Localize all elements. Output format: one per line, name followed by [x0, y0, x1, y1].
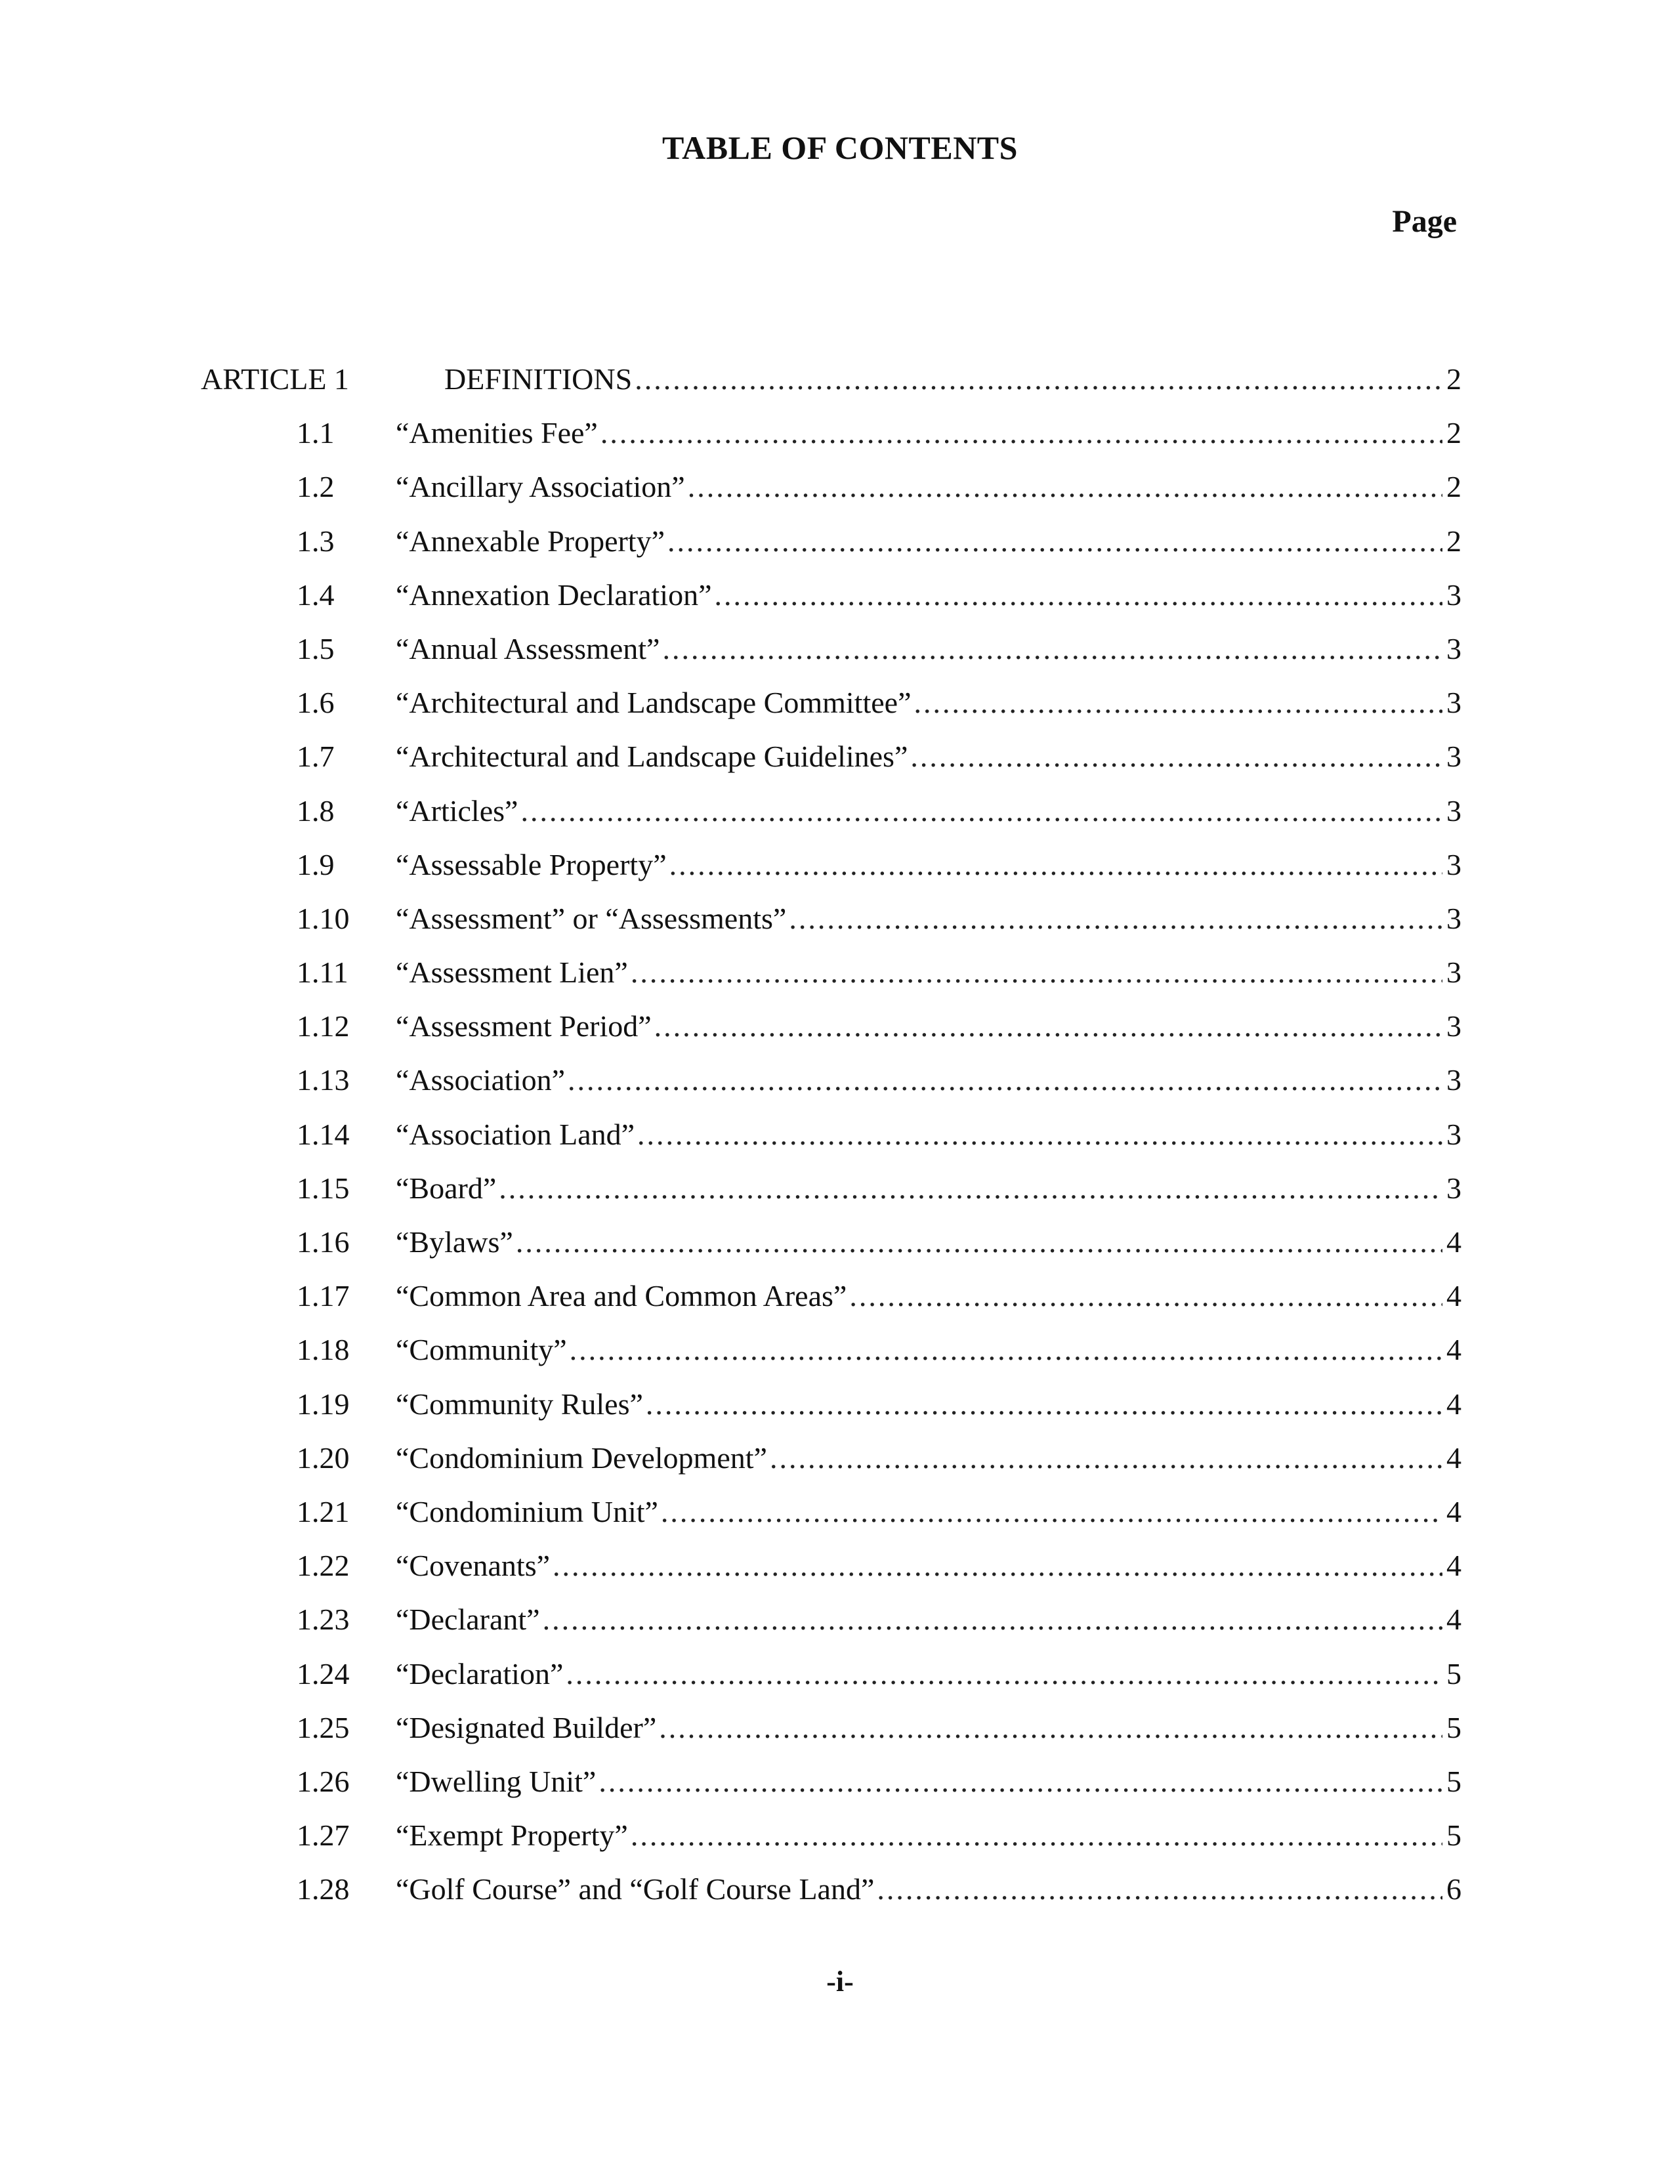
toc-entry-page: 4: [1446, 1603, 1461, 1637]
toc-entry-page: 3: [1446, 1009, 1461, 1043]
toc-section-row: [0, 1489, 1680, 1543]
dot-leader: [646, 1381, 1442, 1427]
toc-entry-line: [396, 1489, 1461, 1535]
toc-entry-page: 3: [1446, 1117, 1461, 1151]
toc-entry-line: [396, 680, 1461, 726]
toc-section-row: [0, 1597, 1680, 1650]
toc-entry-page: 4: [1446, 1387, 1461, 1421]
dot-leader: [600, 410, 1442, 456]
toc-entry-title: “Community Rules”: [396, 1387, 643, 1421]
toc-article-row: [0, 356, 1680, 410]
toc-entry-page: 3: [1446, 1063, 1461, 1097]
toc-entry-title: “Association Land”: [396, 1117, 635, 1151]
toc-entry-number: 1.19: [297, 1387, 350, 1421]
toc-section-row: [0, 1057, 1680, 1111]
toc-section-row: [0, 1759, 1680, 1813]
toc-entry-number: 1.15: [297, 1171, 350, 1205]
toc-entry-number: 1.24: [297, 1656, 350, 1690]
toc-entry-number: 1.21: [297, 1494, 350, 1528]
toc-entry-page: 2: [1446, 416, 1461, 450]
toc-entry-line: [396, 572, 1461, 618]
toc-entry-line: [396, 518, 1461, 564]
toc-entry-number: 1.22: [297, 1549, 350, 1583]
toc-entry-number: 1.10: [297, 901, 350, 935]
toc-entry-line: [396, 1112, 1461, 1158]
toc-entry-title: “Amenities Fee”: [396, 416, 598, 450]
toc-entry-line: [396, 1597, 1461, 1643]
toc-entry-page: 5: [1446, 1710, 1461, 1744]
toc-entry-number: 1.27: [297, 1818, 350, 1853]
page-column-label: Page: [1392, 204, 1457, 239]
toc-entry-number: 1.7: [297, 740, 335, 774]
toc-entry-page: 4: [1446, 1494, 1461, 1528]
toc-entry-title: “Bylaws”: [396, 1225, 513, 1259]
toc-entry-page: 3: [1446, 631, 1461, 665]
toc-entry-title: “Articles”: [396, 793, 518, 828]
toc-entry-line: [396, 1705, 1461, 1751]
toc-entry-page: 2: [1446, 470, 1461, 504]
toc-entry-number: 1.23: [297, 1603, 350, 1637]
toc-entry-line: [396, 1866, 1461, 1912]
toc-entry-title: “Annexable Property”: [396, 524, 665, 558]
toc-entry-line: [396, 1543, 1461, 1589]
toc-entry-number: 1.14: [297, 1117, 350, 1151]
toc-entry-number: 1.26: [297, 1764, 350, 1798]
dot-leader: [637, 1112, 1442, 1158]
toc-heading: TABLE OF CONTENTS: [662, 129, 1018, 166]
toc-section-row: [0, 410, 1680, 464]
toc-entry-title: “Declaration”: [396, 1656, 564, 1690]
toc-entry-page: 3: [1446, 1171, 1461, 1205]
toc-entry-line: [396, 1003, 1461, 1049]
dot-leader: [659, 1705, 1442, 1751]
toc-entry-page: 5: [1446, 1656, 1461, 1690]
toc-entry-page: 5: [1446, 1764, 1461, 1798]
toc-entry-line: [396, 842, 1461, 888]
toc-section-row: [0, 680, 1680, 734]
toc-section-row: [0, 1273, 1680, 1327]
toc-entry-number: ARTICLE 1: [201, 362, 349, 396]
toc-entry-number: 1.2: [297, 470, 335, 504]
toc-entry-title: “Architectural and Landscape Committee”: [396, 686, 912, 720]
toc-entry-number: 1.20: [297, 1440, 350, 1475]
toc-entry-page: 4: [1446, 1333, 1461, 1367]
toc-section-row: [0, 842, 1680, 896]
toc-entry-number: 1.9: [297, 847, 335, 881]
toc-entry-line: [396, 1219, 1461, 1265]
toc-entry-line: [396, 1273, 1461, 1319]
dot-leader: [499, 1166, 1442, 1211]
toc-section-row: [0, 626, 1680, 680]
toc-entry-page: 3: [1446, 956, 1461, 990]
toc-entry-title: “Assessment” or “Assessments”: [396, 901, 787, 935]
dot-leader: [910, 734, 1442, 780]
dot-leader: [631, 1813, 1442, 1858]
toc-section-row: [0, 788, 1680, 842]
toc-section-row: [0, 1219, 1680, 1273]
toc-entry-title: “Association”: [396, 1063, 566, 1097]
dot-leader: [667, 518, 1442, 564]
toc-section-row: [0, 1327, 1680, 1381]
toc-entry-page: 4: [1446, 1225, 1461, 1259]
dot-leader: [598, 1759, 1442, 1805]
toc-entry-line: [396, 410, 1461, 456]
dot-leader: [543, 1597, 1442, 1643]
toc-section-row: [0, 734, 1680, 788]
dot-leader: [661, 1489, 1442, 1535]
toc-entry-page: 3: [1446, 578, 1461, 612]
toc-entry-page: 4: [1446, 1440, 1461, 1475]
toc-entry-number: 1.16: [297, 1225, 350, 1259]
toc-section-row: [0, 1813, 1680, 1866]
toc-entry-number: 1.11: [297, 956, 348, 990]
toc-entry-title: “Community”: [396, 1333, 567, 1367]
toc-section-row: [0, 464, 1680, 518]
toc-entry-page: 2: [1446, 524, 1461, 558]
dot-leader: [914, 680, 1442, 726]
toc-entry-line: [396, 626, 1461, 672]
toc-entry-line: [396, 1381, 1461, 1427]
toc-entry-page: 4: [1446, 1279, 1461, 1313]
toc-entry-page: 3: [1446, 686, 1461, 720]
toc-entry-title: DEFINITIONS: [444, 362, 633, 396]
dot-leader: [516, 1219, 1442, 1265]
toc-entry-title: “Dwelling Unit”: [396, 1764, 597, 1798]
toc-section-row: [0, 1003, 1680, 1057]
toc-entry-line: [396, 734, 1461, 780]
toc-entry-title: “Annual Assessment”: [396, 631, 660, 665]
dot-leader: [849, 1273, 1442, 1319]
toc-entry-title: “Annexation Declaration”: [396, 578, 712, 612]
toc-section-row: [0, 1381, 1680, 1435]
dot-leader: [662, 626, 1442, 672]
toc-entry-title: “Designated Builder”: [396, 1710, 657, 1744]
toc-entry-title: “Assessable Property”: [396, 847, 667, 881]
dot-leader: [520, 788, 1442, 834]
dot-leader: [770, 1435, 1442, 1481]
toc-entry-title: “Golf Course” and “Golf Course Land”: [396, 1872, 875, 1906]
toc-entry-title: “Condominium Development”: [396, 1440, 767, 1475]
toc-entry-line: [396, 896, 1461, 942]
toc-section-row: [0, 1435, 1680, 1489]
toc-entry-page: 2: [1446, 362, 1461, 396]
dot-leader: [568, 1057, 1442, 1103]
toc-entry-line: [396, 1327, 1461, 1373]
toc-entry-number: 1.12: [297, 1009, 350, 1043]
toc-entry-number: 1.18: [297, 1333, 350, 1367]
toc-entry-title: “Architectural and Landscape Guidelines”: [396, 740, 908, 774]
toc-entry-line: [396, 1435, 1461, 1481]
toc-entry-line: [396, 1057, 1461, 1103]
toc-entry-number: 1.17: [297, 1279, 350, 1313]
toc-section-row: [0, 518, 1680, 572]
toc-entry-line: [444, 356, 1461, 402]
toc-entry-page: 3: [1446, 847, 1461, 881]
toc-entry-line: [396, 1813, 1461, 1858]
toc-section-row: [0, 1166, 1680, 1219]
toc-entry-number: 1.1: [297, 416, 335, 450]
toc-entry-line: [396, 1166, 1461, 1211]
dot-leader: [566, 1651, 1442, 1697]
toc-entry-line: [396, 464, 1461, 510]
toc-section-row: [0, 950, 1680, 1003]
toc-section-row: [0, 1112, 1680, 1166]
toc-section-row: [0, 1543, 1680, 1597]
dot-leader: [654, 1003, 1442, 1049]
dot-leader: [635, 356, 1442, 402]
toc-entry-page: 4: [1446, 1549, 1461, 1583]
toc-entry-title: “Common Area and Common Areas”: [396, 1279, 847, 1313]
toc-entry-page: 3: [1446, 740, 1461, 774]
toc-entry-page: 3: [1446, 793, 1461, 828]
toc-section-row: [0, 572, 1680, 626]
toc-entry-title: “Ancillary Association”: [396, 470, 685, 504]
dot-leader: [715, 572, 1443, 618]
toc-entry-title: “Condominium Unit”: [396, 1494, 658, 1528]
toc-entry-page: 3: [1446, 901, 1461, 935]
toc-entry-number: 1.4: [297, 578, 335, 612]
toc-entry-number: 1.3: [297, 524, 335, 558]
page-number-footer: -i-: [826, 1965, 854, 1998]
toc-entry-page: 6: [1446, 1872, 1461, 1906]
toc-list: [0, 356, 1680, 1920]
toc-entry-number: 1.25: [297, 1710, 350, 1744]
toc-entry-title: “Declarant”: [396, 1603, 540, 1637]
toc-section-row: [0, 1866, 1680, 1920]
toc-entry-page: 5: [1446, 1818, 1461, 1853]
toc-section-row: [0, 1651, 1680, 1705]
toc-entry-title: “Assessment Period”: [396, 1009, 652, 1043]
toc-entry-line: [396, 950, 1461, 996]
toc-entry-number: 1.28: [297, 1872, 350, 1906]
toc-entry-line: [396, 788, 1461, 834]
dot-leader: [570, 1327, 1442, 1373]
toc-entry-line: [396, 1759, 1461, 1805]
toc-entry-title: “Board”: [396, 1171, 497, 1205]
dot-leader: [669, 842, 1442, 888]
toc-entry-number: 1.5: [297, 631, 335, 665]
dot-leader: [631, 950, 1442, 996]
toc-entry-title: “Covenants”: [396, 1549, 551, 1583]
dot-leader: [553, 1543, 1442, 1589]
toc-entry-title: “Exempt Property”: [396, 1818, 628, 1853]
toc-entry-title: “Assessment Lien”: [396, 956, 628, 990]
dot-leader: [877, 1866, 1442, 1912]
toc-section-row: [0, 896, 1680, 950]
dot-leader: [789, 896, 1442, 942]
toc-section-row: [0, 1705, 1680, 1759]
toc-entry-number: 1.13: [297, 1063, 350, 1097]
toc-entry-line: [396, 1651, 1461, 1697]
toc-entry-number: 1.8: [297, 793, 335, 828]
toc-entry-number: 1.6: [297, 686, 335, 720]
dot-leader: [688, 464, 1442, 510]
